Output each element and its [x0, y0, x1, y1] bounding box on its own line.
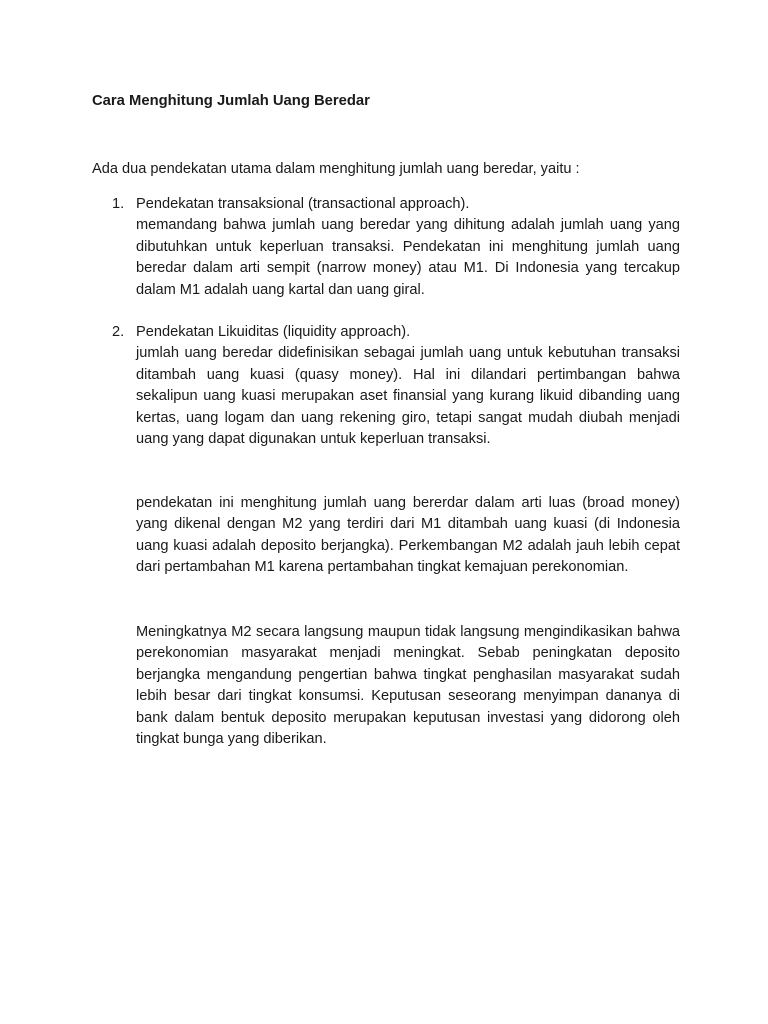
list-item-content	[136, 194, 680, 301]
list-item-heading: Pendekatan Likuiditas (liquidity approach).	[136, 324, 411, 340]
body-paragraph: Meningkatnya M2 secara langsung maupun tidak langsung mengindikasikan bahwa perekonomian masyarakat menjadi meningkat. Sebab peningkatan deposito berjangka mengandung pengertian bahwa tingkat penghasilan masyarakat sudah lebih besar dari tingkat konsumsi. Keputusan seseorang menyimpan dananya di bank dalam bentuk deposito merupakan keputusan investasi yang didorong oleh tingkat bunga yang diberikan.	[136, 624, 680, 748]
list-item-body: memandang bahwa jumlah uang beredar yang dihitung adalah jumlah uang yang dibutuhkan untuk keperluan transaksi. Pendekatan ini menghitung jumlah uang beredar dalam arti sempit (narrow money) atau M1. Di Indonesia yang tercakup dalam M1 adalah uang kartal dan uang giral.	[136, 217, 680, 298]
document-title: Cara Menghitung Jumlah Uang Beredar	[92, 93, 370, 109]
list-item-number: 1.	[112, 196, 125, 212]
intro-paragraph: Ada dua pendekatan utama dalam menghitung jumlah uang beredar, yaitu :	[92, 161, 580, 177]
list-item-content	[136, 322, 680, 450]
list-item-number: 2.	[112, 324, 125, 340]
list-item-body: jumlah uang beredar didefinisikan sebagai jumlah uang untuk kebutuhan transaksi ditambah uang kuasi (quasy money). Hal ini dilandari pertimbangan bahwa sekalipun uang kuasi merupakan aset finansial yang kurang likuid dibanding uang kertas, uang logam dan uang rekening giro, tetapi sangat mudah diubah menjadi uang yang dapat digunakan untuk keperluan transaksi.	[136, 345, 680, 448]
list-item-heading: Pendekatan transaksional (transactional approach).	[136, 196, 470, 212]
body-paragraph: pendekatan ini menghitung jumlah uang bererdar dalam arti luas (broad money) yang dikenal dengan M2 yang terdiri dari M1 ditambah uang kuasi (di Indonesia uang kuasi adalah deposito berjangka). Perkembangan M2 adalah jauh lebih cepat dari pertambahan M1 karena pertambahan tingkat kemajuan perekonomian.	[136, 495, 680, 576]
